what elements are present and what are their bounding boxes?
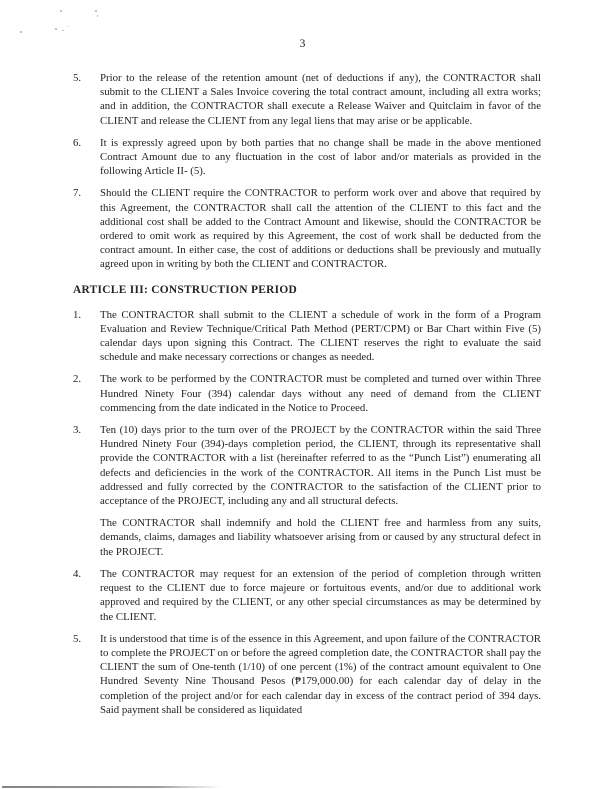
item-text: The work to be performed by the CONTRACTOR must be completed and turned over within Three Hundred Ninety Four (394) calendar days without any need of demand from the CLIENT commencing from the date indicated in the Notice to Proceed. xyxy=(100,373,541,414)
item-number: 1. xyxy=(73,308,82,321)
scan-speck xyxy=(68,26,69,27)
article-heading: ARTICLE III: CONSTRUCTION PERIOD xyxy=(73,283,298,296)
scan-speck xyxy=(55,28,57,30)
item-number: 7. xyxy=(73,187,82,200)
list-item xyxy=(73,423,541,508)
document-body xyxy=(73,71,541,725)
scan-speck xyxy=(97,15,98,17)
scan-speck xyxy=(60,10,62,12)
item-number: 5. xyxy=(73,72,82,84)
item-continuation-paragraph: The CONTRACTOR shall indemnify and hold the CLIENT free and harmless from any suits, demands, claims, damages and liability whatsoever arising from or caused by any structural defect in the PROJECT. xyxy=(100,517,541,558)
item-number: 2. xyxy=(73,373,82,386)
list-item xyxy=(73,136,541,179)
item-text: It is expressly agreed upon by both parties that no change shall be made in the above mentioned Contract Amount due to any fluctuation in the cost of labor and/or materials as provided in the following Article II- (5). xyxy=(100,136,541,178)
item-text: It is understood that time is of the essence in this Agreement, and upon failure of the CONTRACTOR to complete the PROJECT on or before the agreed completion date, the CONTRACTOR shall pay the CLIENT the sum of One-tenth (1/10) of one percent (1%) of the contract amount equivalent to One Hundred Seventy Nine Thousand Pesos (₱179,000.00) for each calendar day of delay in the completion of the project and/or for each calendar day in excess of the contract period of 394 days. Said payment shall be considered as liquidated xyxy=(100,632,541,716)
item-number: 6. xyxy=(73,136,82,149)
list-item xyxy=(73,567,541,624)
item-text: The CONTRACTOR shall submit to the CLIENT a schedule of work in the form of a Program Evaluation and Review Technique/Critical Path Method (PERT/CPM) or Bar Chart within Five (5) calendar days upon signing this Contract. The CLIENT reserves the right to evaluate the said schedule and make necessary corrections or changes as needed. xyxy=(100,308,541,364)
scan-smudge xyxy=(2,786,221,788)
list-item xyxy=(73,308,541,365)
list-item xyxy=(73,71,541,128)
list-item xyxy=(73,372,541,415)
item-text: The CONTRACTOR may request for an extension of the period of completion through written request to the CLIENT due to force majeure or fortuitous events, and/or due to additional work approved and required by the CLIENT, or any other special circumstances as may be determined by the CLIENT. xyxy=(100,567,541,623)
item-text: Ten (10) days prior to the turn over of the PROJECT by the CONTRACTOR within the said Three Hundred Ninety Four (394)-days completion period, the CLIENT, through its representative shall provide the CONTRACTOR with a list (hereinafter referred to as the “Punch List”) enumerating all defects and deficiencies in the work of the CONTRACTOR. All items in the Punch List must be addressed and fully corrected by the CONTRACTOR to the satisfaction of the CLIENT prior to acceptance of the PROJECT, including any and all structural defects. xyxy=(100,424,541,508)
scan-speck xyxy=(62,30,64,31)
scan-speck xyxy=(95,10,97,12)
scan-speck xyxy=(20,31,22,33)
page-number: 3 xyxy=(299,38,306,50)
item-number: 5. xyxy=(73,632,82,645)
item-text: Should the CLIENT require the CONTRACTOR to perform work over and above that required by this Agreement, the CONTRACTOR shall call the attention of the CLIENT to this fact and the additional cost shall be added to the Contract Amount and likewise, should the CONTRACTOR be ordered to omit work as required by this Agreement, the cost of work shall be deducted from the contract amount. In either case, the cost of additions or deductions shall be previously and mutually agreed upon in writing by both the CLIENT and CONTRACTOR. xyxy=(100,187,541,271)
item-text: Prior to the release of the retention amount (net of deductions if any), the CONTRACTOR shall submit to the CLIENT a Sales Invoice covering the total contract amount, including all extra works; and in addition, the CONTRACTOR shall execute a Release Waiver and Quitclaim in favor of the CLIENT and release the CLIENT from any legal liens that may arise or be applicable. xyxy=(100,72,541,127)
list-item xyxy=(73,186,541,271)
item-number: 4. xyxy=(73,567,82,580)
list-item xyxy=(73,632,541,717)
item-number: 3. xyxy=(73,424,82,437)
